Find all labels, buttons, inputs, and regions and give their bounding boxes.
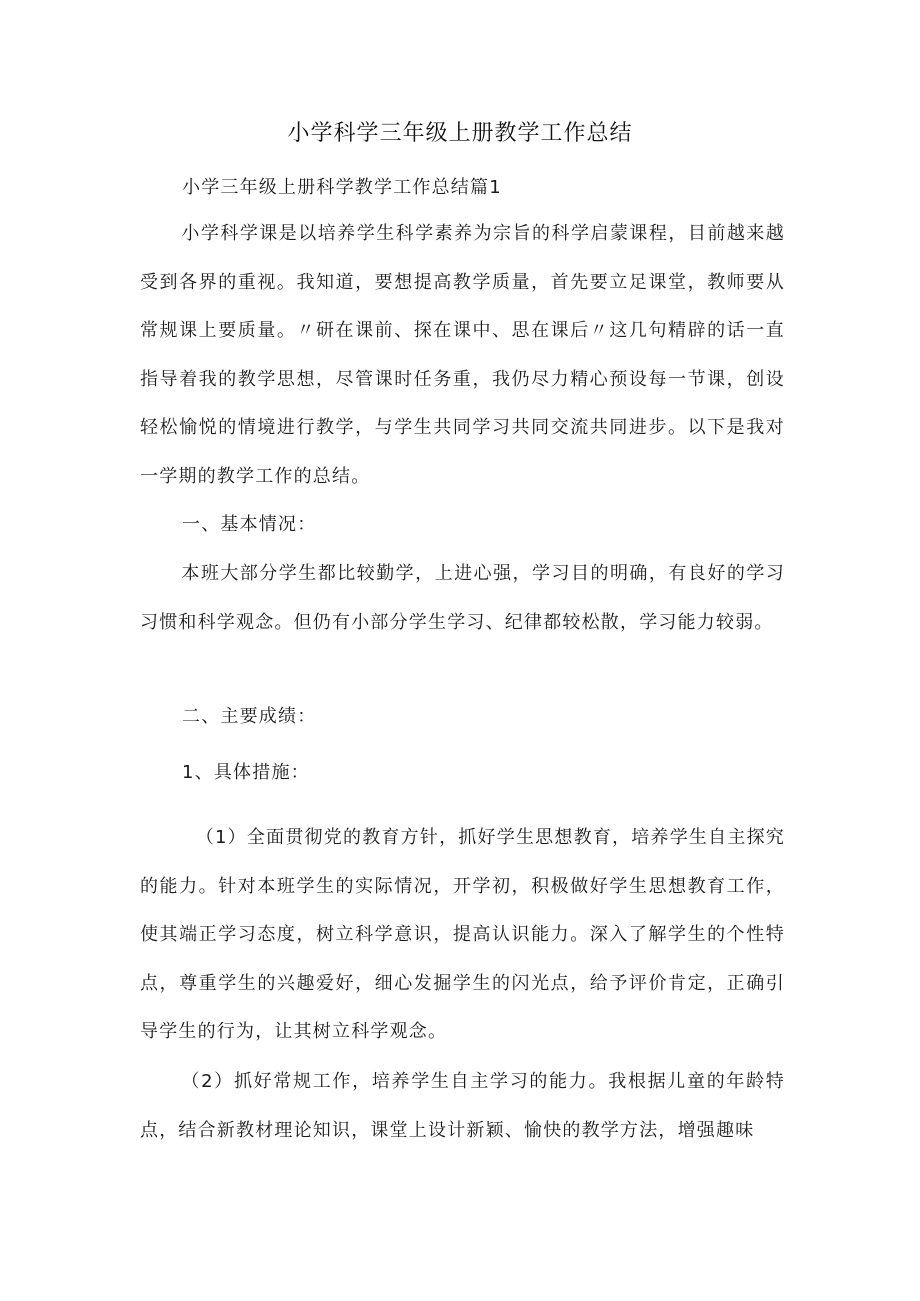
item-heading-specific-measures: 1、具体措施： <box>182 762 310 783</box>
section-heading-basic-situation: 一、基本情况： <box>182 514 317 535</box>
document-title: 小学科学三年级上册教学工作总结 <box>287 121 633 146</box>
paragraph-basic-situation: 本班大部分学生都比较勤学，上进心强，学习目的明确，有良好的学习习惯和科学观念。但仍有小部分学生学习、纪律都较松散，学习能力较弱。 <box>140 563 785 633</box>
paragraph-measure-1: （1）全面贯彻党的教育方针，抓好学生思想教育，培养学生自主探究的能力。针对本班学生的实际情况，开学初，积极做好学生思想教育工作，使其端正学习态度，树立科学意识，提高认识能力。深入了解学生的个性特点，尊重学生的兴趣爱好，细心发掘学生的闪光点，给予评价肯定，正确引导学生的行为，让其树立科学观念。 <box>140 827 785 1043</box>
section-heading-main-achievements: 二、主要成绩： <box>182 706 317 727</box>
paragraph-intro: 小学科学课是以培养学生科学素养为宗旨的科学启蒙课程，目前越来越受到各界的重视。我知道，要想提高教学质量，首先要立足课堂，教师要从常规课上要质量。〃研在课前、探在课中、思在课后〃这几句精辟的话一直指导着我的教学思想，尽管课时任务重，我仍尽力精心预设每一节课，创设轻松愉悦的情境进行教学，与学生共同学习共同交流共同进步。以下是我对一学期的教学工作的总结。 <box>140 223 785 487</box>
paragraph-measure-2: （2）抓好常规工作，培养学生自主学习的能力。我根据儿童的年龄特点，结合新教材理论知识，课堂上设计新颖、愉快的教学方法，增强趣味 <box>140 1071 785 1141</box>
document-subtitle: 小学三年级上册科学教学工作总结篇1 <box>182 177 502 198</box>
